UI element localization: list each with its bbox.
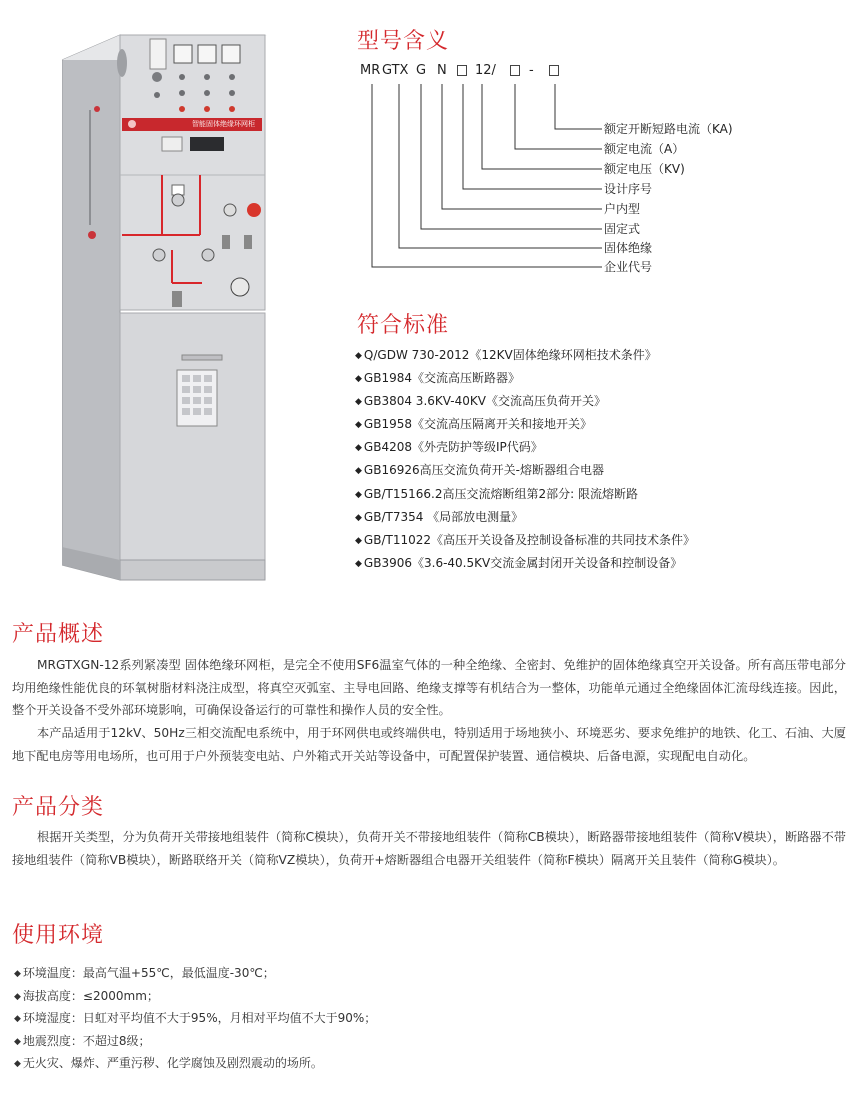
standards-list	[355, 348, 695, 579]
code-placeholder-box	[457, 65, 467, 76]
diamond-bullet-icon: ◆	[355, 351, 362, 361]
list-item: ◆ 地震烈度：不超过8级；	[14, 1033, 151, 1048]
list-item: ◆ GB1958《交流高压隔离开关和接地开关》	[355, 417, 592, 432]
code-token: GTX	[382, 63, 409, 78]
list-item: ◆ Q/GDW 730-2012《12KV固体绝缘环网柜技术条件》	[355, 348, 657, 362]
meaning-design-serial: 设计序号	[604, 182, 653, 196]
standards-heading: 符合标准	[357, 313, 450, 338]
list-item: ◆ GB16926高压交流负荷开关-熔断器组合电器	[355, 463, 604, 478]
list-item: ◆ GB3804 3.6KV-40KV《交流高压负荷开关》	[355, 394, 606, 409]
meaning-company-code: 企业代号	[604, 260, 653, 274]
environment-list	[14, 966, 376, 1079]
list-item: ◆ GB/T11022《高压开关设备及控制设备标准的共同技术条件》	[355, 532, 696, 547]
diamond-bullet-icon: ◆	[355, 558, 362, 569]
list-item: ◆ GB1984《交流高压断路器》	[355, 371, 520, 386]
diamond-bullet-icon: ◆	[355, 420, 362, 431]
list-item: ◆ GB/T15166.2高压交流熔断组第2部分: 限流熔断路	[355, 486, 638, 501]
environment-heading: 使用环境	[12, 923, 105, 948]
list-item: ◆ GB3906《3.6-40.5KV交流金属封闭开关设备和控制设备》	[355, 555, 683, 570]
meaning-fixed-type: 固定式	[604, 222, 641, 236]
diamond-bullet-icon: ◆	[355, 374, 362, 385]
category-paragraph: 根据开关类型，分为负荷开关带接地组装件（简称C模块），负荷开关不带接地组装件（简称CB模块），断路器带接地组装件（简称V模块），断路器不带接地组装件（简称VB模块），断路联络开关（简称VZ模块），负荷开+熔断器组合电器开关组装件（简称F模块）隔离开关且装件（简称G模块）。	[12, 830, 846, 867]
switchgear-cabinet-image	[62, 25, 272, 585]
diamond-bullet-icon: ◆	[14, 969, 21, 979]
diamond-bullet-icon: ◆	[355, 397, 362, 408]
list-item: ◆ GB4208《外壳防护等级IP代码》	[355, 440, 543, 455]
diamond-bullet-icon: ◆	[14, 1014, 21, 1025]
diamond-bullet-icon: ◆	[14, 991, 21, 1002]
code-placeholder-box	[549, 65, 559, 76]
model-code	[357, 62, 607, 82]
list-item: ◆ 海拔高度：≤2000mm；	[14, 988, 159, 1003]
code-token: 12/	[475, 63, 496, 78]
list-item: ◆ 环境温度：最高气温+55℃，最低温度-30℃；	[14, 966, 275, 980]
diamond-bullet-icon: ◆	[14, 1036, 21, 1047]
list-item: ◆ 无火灾、爆炸、严重污秽、化学腐蚀及剧烈震动的场所。	[14, 1056, 323, 1071]
overview-heading: 产品概述	[12, 622, 105, 647]
diamond-bullet-icon: ◆	[14, 1059, 21, 1070]
model-code-leader-lines	[357, 80, 607, 280]
meaning-solid-insulation: 固体绝缘	[604, 241, 653, 255]
category-heading: 产品分类	[12, 795, 105, 820]
diamond-bullet-icon: ◆	[355, 535, 362, 546]
meaning-breaking-current: 额定开断短路电流（KA)	[604, 122, 733, 136]
diamond-bullet-icon: ◆	[355, 443, 362, 454]
code-token: MR	[360, 63, 381, 78]
overview-paragraph-2: 本产品适用于12kV、50Hz三相交流配电系统中，用于环网供电或终端供电，特别适用于场地狭小、环境恶劣、要求免维护的地铁、化工、石油、大厦地下配电房等用电场所，也可用于户外预装变电站、户外箱式开关站等设备中，可配置保护装置、通信模块、后备电源，实现配电自动化。	[12, 726, 846, 763]
model-meaning-heading: 型号含义	[357, 29, 450, 54]
cabinet-panel-title: 智能固体绝缘环网柜	[192, 120, 255, 128]
list-item: ◆ 环境湿度：日虹对平均值不大于95%，月相对平均值不大于90%；	[14, 1011, 377, 1026]
code-token: G	[416, 63, 427, 78]
diamond-bullet-icon: ◆	[355, 466, 362, 477]
meaning-rated-voltage: 额定电压（KV)	[604, 162, 685, 176]
code-token: -	[529, 63, 534, 78]
code-token: N	[437, 63, 447, 78]
overview-paragraph-1: MRGTXGN-12系列紧凑型 固体绝缘环网柜，是完全不使用SF6温室气体的一种全绝缘、全密封、免维护的固体绝缘真空开关设备。所有高压带电部分均用绝缘性能优良的环氧树脂材料浇注成型，将真空灭弧室、主导电回路、绝缘支撑等有机结合为一整体，功能单元通过全绝缘固体汇流母线连接。因此，整个开关设备不受外部环境影响，可确保设备运行的可靠性和操作人员的安全性。	[12, 658, 846, 717]
code-placeholder-box	[510, 65, 520, 76]
meaning-indoor-type: 户内型	[604, 202, 641, 216]
diamond-bullet-icon: ◆	[355, 489, 362, 500]
diamond-bullet-icon: ◆	[355, 512, 362, 523]
meaning-rated-current: 额定电流（A）	[604, 142, 685, 156]
list-item: ◆ GB/T7354 《局部放电测量》	[355, 509, 524, 524]
